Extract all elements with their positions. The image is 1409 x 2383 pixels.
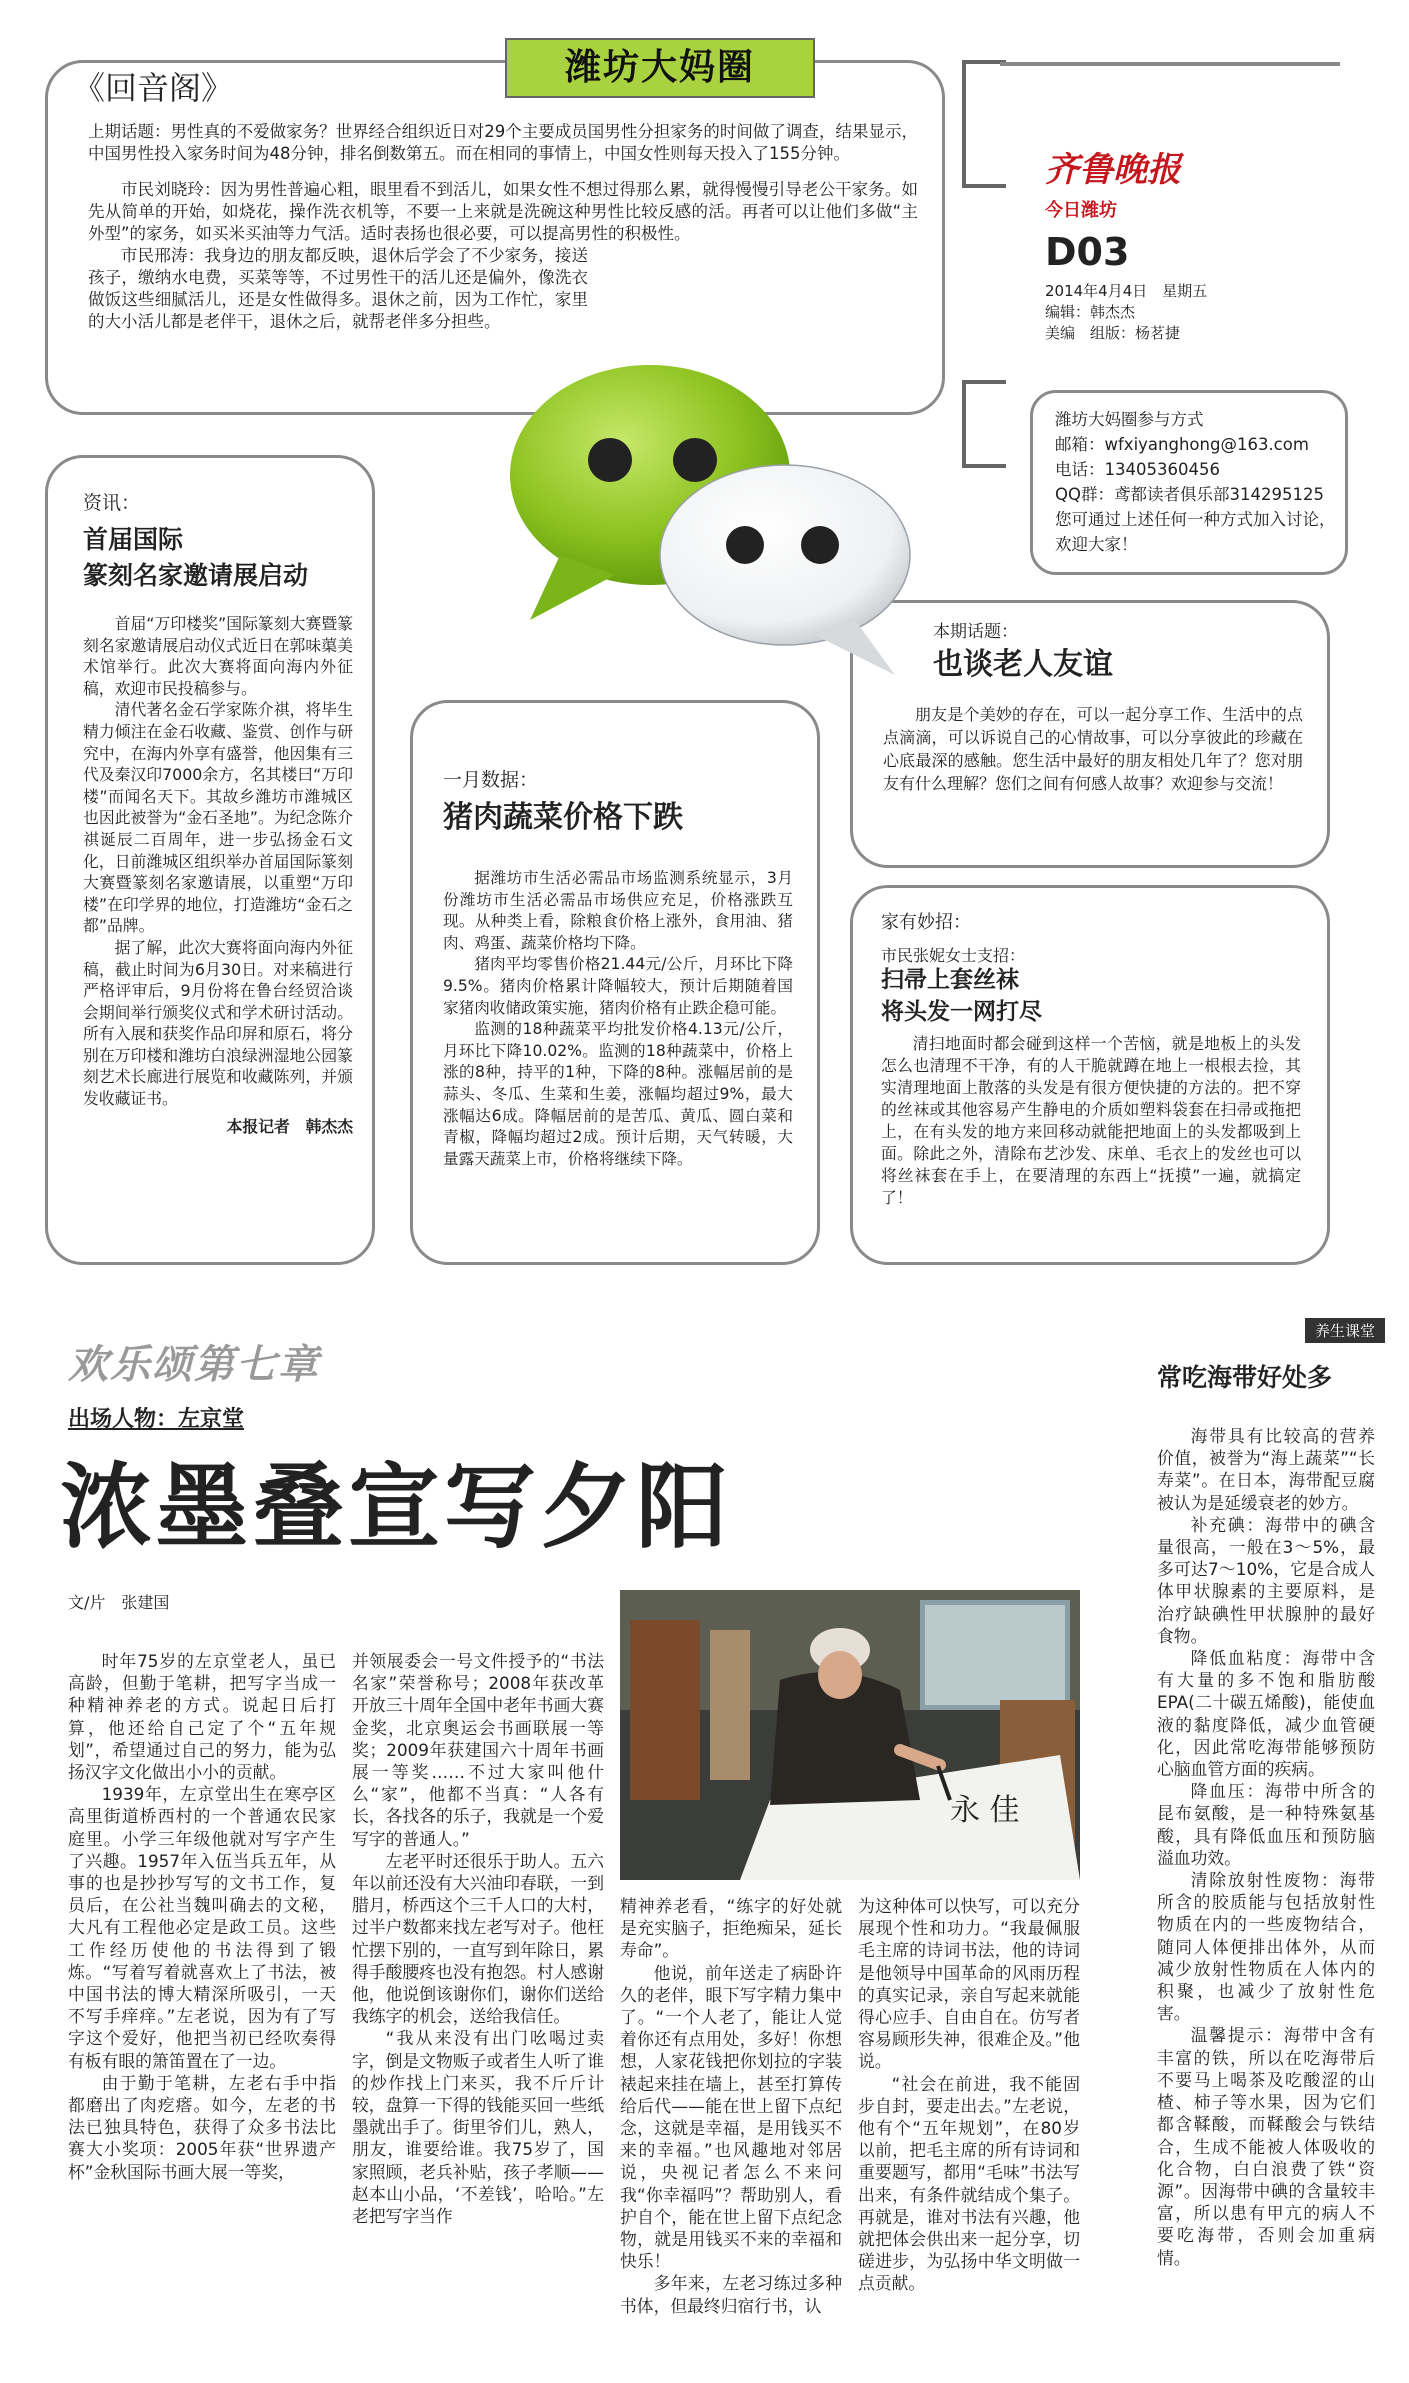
paper-name: 齐鲁晚报 bbox=[1045, 150, 1181, 190]
huiyin-paragraph: 市民邢涛：我身边的朋友都反映，退休后学会了不少家务，接送孩子，缴纳水电费，买菜等等，不过男性干的活儿还是偏外，像洗衣做饭这些细腻活儿，还是女性做得多。退休之前，因为工作忙，家里的大小活儿都是老伴干，退休之后，就帮老伴多分担些。 bbox=[88, 246, 588, 331]
banner bbox=[505, 38, 815, 98]
tips-title-line2: 将头发一网打尽 bbox=[881, 999, 1042, 1025]
tips-paragraph: 清扫地面时都会碰到这样一个苦恼，就是地板上的头发怎么也清理不干净，有的人干脆就蹲在地上一根根去捡，其实清理地面上散落的头发是有很方便快捷的方法的。把不穿的丝袜或其他容易产生静电的介质如塑料袋套在扫帚或拖把上，在有头发的地方来回移动就能把地面上的头发都吸到上面。除此之外，清除布艺沙发、床单、毛衣上的发丝也可以将丝袜套在手上，在要清理的东西上“抚摸”一遍，就搞定了！ bbox=[881, 1034, 1301, 1207]
prices-title: 猪肉蔬菜价格下跌 bbox=[443, 800, 683, 835]
news-title-line2: 篆刻名家邀请展启动 bbox=[83, 561, 309, 590]
health-section bbox=[1095, 1318, 1385, 2269]
contact-box bbox=[1030, 390, 1348, 575]
health-paragraph: 降血压：海带中所含的昆布氨酸，是一种特殊氨基酸，具有降低血压和预防脑溢血功效。 bbox=[1157, 1781, 1375, 1868]
feature-byline: 文/片 张建国 bbox=[68, 1593, 170, 1612]
topic-body bbox=[883, 703, 1303, 795]
page-number: D03 bbox=[1045, 230, 1130, 274]
health-paragraph: 海带具有比较高的营养价值，被誉为“海上蔬菜”“长寿菜”。在日本，海带配豆腐被认为是延缓衰老的妙方。 bbox=[1157, 1426, 1375, 1513]
feature-guest: 出场人物：左京堂 bbox=[68, 1407, 245, 1432]
feature-paragraph: 时年75岁的左京堂老人，虽已高龄，但勤于笔耕，把写字当成一种精神养老的方式。说起日后打算，他还给自己定了个“五年规划”，希望通过自己的努力，能为弘扬汉字文化做出小小的贡献。 bbox=[68, 1651, 336, 1783]
editor: 编辑：韩杰杰 bbox=[1045, 303, 1136, 321]
tips-title-line1: 扫帚上套丝袜 bbox=[881, 967, 1019, 993]
contact-phone: 电话：13405360456 bbox=[1055, 460, 1220, 479]
health-paragraph: 降低血粘度：海带中含有大量的多不饱和脂肪酸EPA(二十碳五烯酸)，能使血液的黏度降低，减少血管硬化，因此常吃海带能够预防心脑血管方面的疾病。 bbox=[1157, 1648, 1375, 1780]
prices-box bbox=[410, 700, 820, 1265]
feature-column-2 bbox=[352, 1650, 604, 2227]
divider-line bbox=[1000, 62, 1340, 66]
tips-subtitle: 市民张妮女士支招： bbox=[881, 946, 1026, 965]
prices-paragraph: 据潍坊市生活必需品市场监测系统显示，3月份潍坊市生活必需品市场供应充足，价格涨跌互现。从种类上看，除粮食价格上涨外，食用油、猪肉、鸡蛋、蔬菜价格均下降。 bbox=[443, 869, 793, 952]
feature-title: 浓墨叠宣写夕阳 bbox=[60, 1454, 733, 1561]
tips-headline bbox=[881, 964, 1042, 1028]
prices-paragraph: 监测的18种蔬菜平均批发价格4.13元/公斤，月环比下降10.02%。监测的18种蔬菜中，价格上涨的8种，持平的1种，下降的8种。涨幅居前的是蒜头、冬瓜、生菜和生姜，涨幅均超过9%，最大涨幅达6成。降幅居前的是苦瓜、黄瓜、圆白菜和青椒，降幅均超过2成。预计后期，天气转暖，大量露天蔬菜上市，价格将继续下降。 bbox=[443, 1020, 793, 1168]
feature-paragraph: 1939年，左京堂出生在寒亭区高里街道桥西村的一个普通农民家庭里。小学三年级他就对写字产生了兴趣。1957年入伍当兵五年，从事的也是抄抄写写的文书工作，复员后，在公社当魏叫确去的文秘，大凡有工程他必定是政工员。这些工作经历使他的书法得到了锻炼。“写着写着就喜欢上了书法，被中国书法的博大精深所吸引，一天不写手痒痒。”左老说，因为有了写字这个爱好，他把当初已经吹奏得有板有眼的箫笛置在了一边。 bbox=[68, 1784, 336, 2071]
huiyin-intro: 上期话题：男性真的不爱做家务？世界经合组织近日对29个主要成员国男性分担家务的时间做了调查，结果显示，中国男性投入家务时间为48分钟，排名倒数第五。而在相同的事情上，中国女性则每天投入了155分钟。 bbox=[88, 122, 918, 163]
huiyin-title: 《回音阁》 bbox=[73, 69, 234, 107]
contact-note: 您可通过上述任何一种方式加入讨论，欢迎大家！ bbox=[1055, 510, 1336, 554]
feature-paragraph: 并领展委会一号文件授予的“书法名家”荣誉称号；2008年获改革开放三十周年全国中老年书画大赛金奖，北京奥运会书画联展一等奖；2009年获建国六十周年书画展一等奖……不过大家叫他什么“家”，他都不当真：“人各有长，各找各的乐子，我就是一个爱写字的普通人。” bbox=[352, 1651, 604, 1849]
news-byline: 本报记者 韩杰杰 bbox=[226, 1116, 353, 1136]
tips-box bbox=[850, 885, 1330, 1265]
health-tag: 养生课堂 bbox=[1305, 1318, 1385, 1343]
banner-title: 潍坊大妈圈 bbox=[564, 47, 755, 88]
news-title-line1: 首届国际 bbox=[83, 525, 184, 554]
topic-box bbox=[850, 600, 1330, 868]
feature-paragraph: 左老平时还很乐于助人。五六年以前还没有大兴油印春联，一到腊月，桥西这个三千人口的大村，过半户数都来找左老写对子。他枉忙摆下别的，一直写到年除日，累得手酸腰疼也没有抱怨。村人感谢他，他说倒该谢你们，谢你们送给我练字的机会，送给我信任。 bbox=[352, 1850, 604, 2027]
topic-paragraph: 朋友是个美妙的存在，可以一起分享工作、生活中的点点滴滴，可以诉说自己的心情故事，可以分享彼此的珍藏在心底最深的感触。您生活中最好的朋友相处几年了？您对朋友有什么理解？您们之间有何感人故事？欢迎参与交流！ bbox=[883, 705, 1303, 793]
news-paragraph: 首届“万印楼奖”国际篆刻大赛暨篆刻名家邀请展启动仪式近日在郭味蕖美术馆举行。此次大赛将面向海内外征稿，欢迎市民投稿参与。 bbox=[83, 614, 353, 698]
health-paragraph: 温馨提示：海带中含有丰富的铁，所以在吃海带后不要马上喝茶及吃酸涩的山楂、柿子等水果，因为它们都含鞣酸，而鞣酸会与铁结合，生成不能被人体吸收的化合物，白白浪费了铁“资源”。因海带中碘的含量较丰富，所以患有甲亢的病人不要吃海带，否则会加重病情。 bbox=[1157, 2025, 1375, 2268]
feature-column-3 bbox=[620, 1895, 842, 2317]
svg-text:永 佳: 永 佳 bbox=[950, 1793, 1020, 1828]
health-paragraph: 补充碘：海带中的碘含量很高，一般在3～5%，最多可达7～10%，它是合成人体甲状腺素的主要原料，是治疗缺碘性甲状腺肿的最好食物。 bbox=[1157, 1514, 1375, 1646]
feature-column-4 bbox=[858, 1895, 1080, 2295]
news-label: 资讯： bbox=[83, 492, 141, 514]
contact-qq: QQ群：鸢都读者俱乐部314295125 bbox=[1055, 485, 1324, 504]
news-paragraph: 清代著名金石学家陈介祺，将毕生精力倾注在金石收藏、鉴赏、创作与研究中，在海内外享有盛誉，他因集有三代及秦汉印7000余方，名其楼曰“万印楼”而闻名天下。其故乡潍坊市潍城区也因此被誉为“金石圣地”。为纪念陈介祺诞辰二百周年，进一步弘扬金石文化，日前潍城区组织举办首届国际篆刻大赛暨篆刻名家邀请展，以重塑“万印楼”在印学界的地位，打造潍坊“金石之都”品牌。 bbox=[83, 700, 353, 936]
feature-paragraph: 多年来，左老习练过多种书体，但最终归宿行书，认 bbox=[620, 2273, 842, 2316]
news-box bbox=[45, 455, 375, 1265]
news-body bbox=[83, 613, 353, 1137]
tips-label: 家有妙招： bbox=[881, 912, 971, 933]
prices-paragraph: 猪肉平均零售价格21.44元/公斤，月环比下降9.5%。猪肉价格累计降幅较大，预计后期随着国家猪肉收储政策实施，猪肉价格有止跌企稳可能。 bbox=[443, 955, 793, 1017]
masthead bbox=[1045, 150, 1325, 343]
calligraphy-photo bbox=[620, 1590, 1080, 1880]
feature-paragraph: 为这种体可以快写，可以充分展现个性和功力。“我最佩服毛主席的诗词书法，他的诗词是他领导中国革命的风雨历程的真实记录，亲自写起来就能得心应手、自由自在。仿写者容易顾形失神，很难企及。”他说。 bbox=[858, 1896, 1080, 2072]
topic-title: 也谈老人友谊 bbox=[933, 647, 1113, 682]
issue-date: 2014年4月4日 星期五 bbox=[1045, 282, 1208, 300]
feature-column-1 bbox=[68, 1650, 336, 2183]
feature-paragraph: 精神养老看，“练字的好处就是充实脑子，拒绝痴呆，延长寿命”。 bbox=[620, 1896, 842, 1961]
health-paragraph: 清除放射性废物：海带所含的胶质能与包括放射性物质在内的一些废物结合，随同人体便排出体外，从而减少放射性物质在人体内的积聚，也减少了放射性危害。 bbox=[1157, 1870, 1375, 2024]
feature-paragraph: “我从来没有出门吆喝过卖字，倒是文物贩子或者生人听了谁的炒作找上门来买，我不斤斤计较，盘算一下得的钱能买回一些纸墨就出手了。街里爷们儿，熟人，朋友，谁要给谁。我75岁了，国家照顾，老兵补贴，孩子孝顺——赵本山小品，‘不差钱’，哈哈。”左老把写字当作 bbox=[352, 2028, 604, 2227]
news-headline bbox=[83, 522, 308, 594]
feature-paragraph: 他说，前年送走了病卧许久的老伴，眼下写字精力集中了。“一个人老了，能让人觉着你还有点用处，多好！你想想，人家花钱把你划拉的字装裱起来挂在墙上，甚至打算传给后代——能在世上留下点纪念，这就是幸福，是用钱买不来的幸福。”也风趣地对邻居说，央视记者怎么不来问我“你幸福吗”？帮助别人，看护自个，能在世上留下点纪念物，就是用钱买不来的幸福和快乐！ bbox=[620, 1962, 842, 2272]
greek-key-decoration-bottom bbox=[962, 380, 1006, 468]
section-name: 今日潍坊 bbox=[1045, 200, 1117, 221]
health-body bbox=[1157, 1425, 1375, 2269]
feature-paragraph: 由于勤于笔耕，左老右手中指都磨出了肉疙瘩。如今，左老的书法已独具特色，获得了众多书法比赛大小奖项：2005年获“世界遗产杯”金秋国际书画大展一等奖， bbox=[68, 2072, 336, 2182]
huiyin-paragraph: 市民刘晓玲：因为男性普遍心粗，眼里看不到活儿，如果女性不想过得那么累，就得慢慢引导老公干家务。如先从简单的开始，如烧花，操作洗衣机等，不要一上来就是洗碗这种男性比较反感的活。再者可以让他们多做“主外型”的家务，如买米买油等力气活。适时表扬也很必要，可以提高男性的积极性。 bbox=[88, 180, 918, 243]
news-paragraph: 据了解，此次大赛将面向海内外征稿，截止时间为6月30日。对来稿进行严格评审后，9月份将在鲁台经贸洽谈会期间举行颁奖仪式和学术研讨活动。所有入展和获奖作品印屏和原石，将分别在万印楼和潍坊白浪绿洲湿地公园篆刻艺术长廊进行展览和收藏陈列，并颁发收藏证书。 bbox=[83, 937, 353, 1109]
feature-kicker: 欢乐颂第七章 bbox=[68, 1342, 320, 1388]
tips-body bbox=[881, 1033, 1301, 1209]
contact-email[interactable]: 邮箱：wfxiyanghong@163.com bbox=[1055, 435, 1309, 454]
designer: 美编 组版：杨茗捷 bbox=[1045, 324, 1181, 342]
topic-label: 本期话题： bbox=[933, 622, 1018, 642]
prices-body bbox=[443, 868, 793, 1170]
greek-key-decoration-top bbox=[962, 60, 1006, 188]
chat-bubbles-illustration bbox=[500, 355, 920, 700]
contact-title: 潍坊大妈圈参与方式 bbox=[1055, 410, 1204, 429]
white-bubble-icon bbox=[660, 465, 910, 675]
feature-paragraph: “社会在前进，我不能固步自封，要走出去。”左老说，他有个“五年规划”，在80岁以前，把毛主席的所有诗词和重要题写，都用“毛味”书法写出来，有条件就结成个集子。再就是，谁对书法有兴趣，他就把体会供出来一起分享，切磋进步，为弘扬中华文明做一点贡献。 bbox=[858, 2073, 1080, 2294]
health-title: 常吃海带好处多 bbox=[1157, 1363, 1333, 1392]
huiyin-body bbox=[88, 121, 918, 333]
prices-label: 一月数据： bbox=[443, 769, 539, 791]
